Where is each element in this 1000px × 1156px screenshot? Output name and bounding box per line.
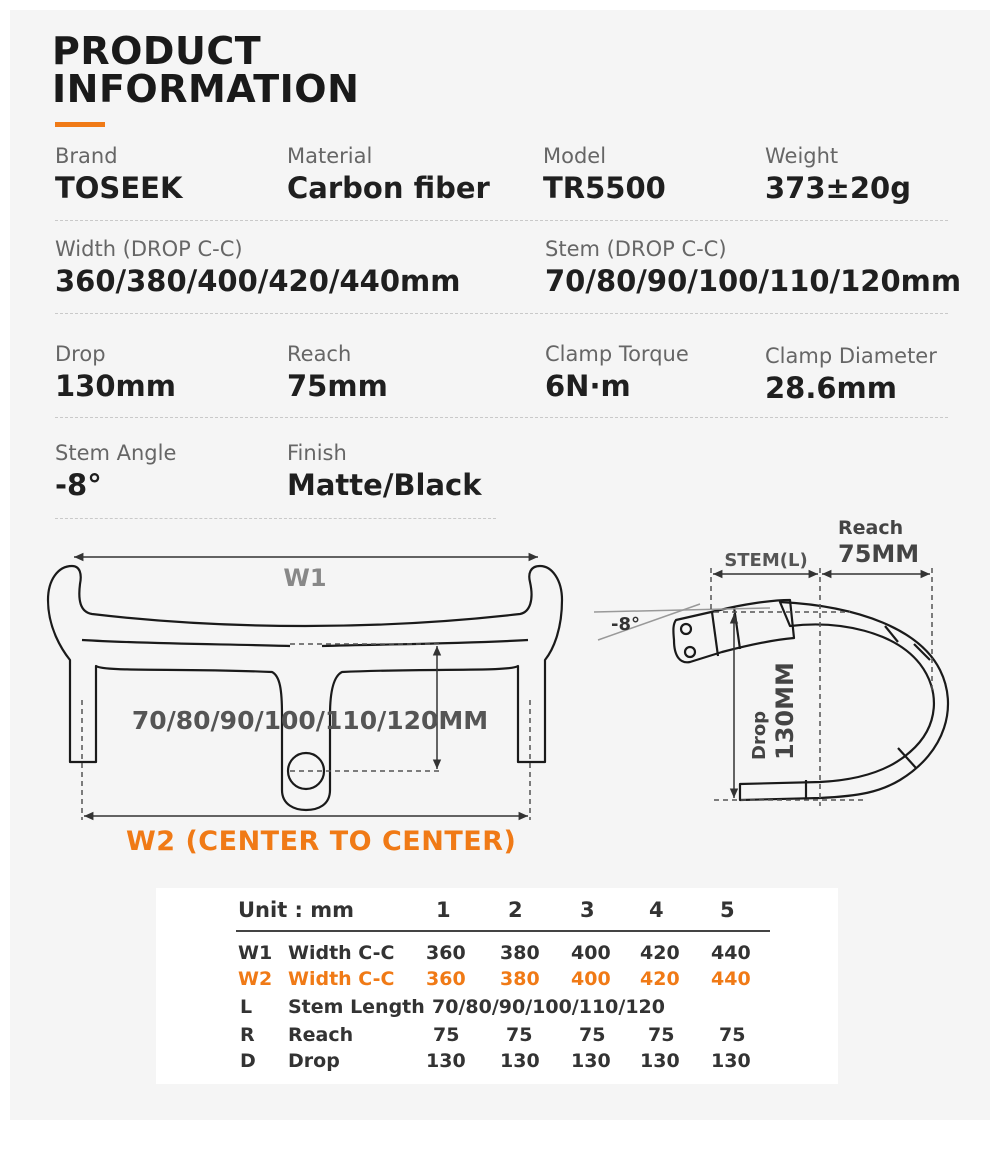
stem-l-label: STEM(L) bbox=[724, 550, 808, 571]
reach-value: 75MM bbox=[838, 540, 920, 568]
table-cell: 380 bbox=[500, 968, 540, 990]
spec-drop-value: 130mm bbox=[55, 369, 176, 403]
spec-drop-label: Drop bbox=[55, 342, 106, 366]
spec-clamp-diameter-value: 28.6mm bbox=[765, 371, 897, 405]
table-cell: 360 bbox=[426, 968, 466, 990]
spec-width-value: 360/380/400/420/440mm bbox=[55, 264, 461, 298]
table-cell: 70/80/90/100/110/120 bbox=[432, 996, 666, 1018]
table-col-header: 3 bbox=[580, 898, 595, 922]
table-cell: 130 bbox=[426, 1050, 466, 1072]
title-line-2: INFORMATION bbox=[52, 67, 360, 111]
spec-finish-label: Finish bbox=[287, 441, 347, 465]
stem-lengths-label: 70/80/90/100/110/120MM bbox=[131, 706, 489, 735]
reach-label: Reach bbox=[838, 517, 904, 539]
table-row-name: Stem Length bbox=[288, 996, 425, 1018]
front-view-drawing bbox=[48, 566, 562, 810]
table-cell: 75 bbox=[719, 1024, 746, 1046]
spec-clamp-torque-label: Clamp Torque bbox=[545, 342, 689, 366]
spec-weight-label: Weight bbox=[765, 144, 839, 168]
table-cell: 360 bbox=[426, 942, 466, 964]
spec-brand-label: Brand bbox=[55, 144, 118, 168]
spec-reach-value: 75mm bbox=[287, 369, 388, 403]
spec-reach-label: Reach bbox=[287, 342, 352, 366]
table-cell: 400 bbox=[571, 968, 611, 990]
table-col-header: 2 bbox=[508, 898, 523, 922]
table-cell: 420 bbox=[640, 968, 680, 990]
table-cell: 440 bbox=[711, 942, 751, 964]
table-cell: 380 bbox=[500, 942, 540, 964]
table-header-rule bbox=[236, 930, 770, 932]
spec-brand-value: TOSEEK bbox=[55, 171, 183, 205]
table-col-header: 5 bbox=[720, 898, 735, 922]
table-cell: 75 bbox=[648, 1024, 675, 1046]
spec-material-label: Material bbox=[287, 144, 373, 168]
table-cell: 130 bbox=[500, 1050, 540, 1072]
table-row-code: W2 bbox=[238, 968, 273, 990]
spec-width-label: Width (DROP C-C) bbox=[55, 237, 243, 261]
spec-material-value: Carbon fiber bbox=[287, 171, 490, 205]
angle-label: -8° bbox=[611, 614, 640, 635]
side-view-drawing bbox=[673, 600, 948, 800]
spec-clamp-torque-value: 6N·m bbox=[545, 369, 631, 403]
table-row-name: Width C-C bbox=[288, 968, 395, 990]
spec-model-value: TR5500 bbox=[543, 171, 666, 205]
table-row-code: D bbox=[240, 1050, 256, 1072]
table-cell: 75 bbox=[579, 1024, 606, 1046]
spec-stem-angle-label: Stem Angle bbox=[55, 441, 177, 465]
table-cell: 420 bbox=[640, 942, 680, 964]
table-cell: 440 bbox=[711, 968, 751, 990]
table-col-header: 4 bbox=[649, 898, 664, 922]
drop-label: Drop bbox=[749, 710, 770, 760]
spec-model-label: Model bbox=[543, 144, 607, 168]
spec-finish-value: Matte/Black bbox=[287, 468, 482, 502]
spec-clamp-diameter-label: Clamp Diameter bbox=[765, 344, 937, 368]
drop-value: 130MM bbox=[771, 662, 799, 760]
table-cell: 75 bbox=[433, 1024, 460, 1046]
table-row-code: W1 bbox=[238, 942, 273, 964]
spec-stem-value: 70/80/90/100/110/120mm bbox=[545, 264, 962, 298]
w2-label: W2 (CENTER TO CENTER) bbox=[126, 826, 517, 857]
spec-weight-value: 373±20g bbox=[765, 171, 911, 205]
table-unit-label: Unit : mm bbox=[238, 898, 355, 922]
table-cell: 130 bbox=[711, 1050, 751, 1072]
table-row-code: L bbox=[240, 996, 253, 1018]
table-row-name: Width C-C bbox=[288, 942, 395, 964]
table-row-code: R bbox=[240, 1024, 255, 1046]
title-line-1: PRODUCT bbox=[52, 29, 262, 73]
table-col-header: 1 bbox=[436, 898, 451, 922]
table-cell: 130 bbox=[571, 1050, 611, 1072]
w1-label: W1 bbox=[283, 564, 327, 592]
size-table bbox=[156, 888, 838, 1084]
spec-stem-label: Stem (DROP C-C) bbox=[545, 237, 727, 261]
table-cell: 75 bbox=[506, 1024, 533, 1046]
table-row-name: Reach bbox=[288, 1024, 354, 1046]
spec-stem-angle-value: -8° bbox=[55, 468, 102, 502]
table-cell: 400 bbox=[571, 942, 611, 964]
table-row-name: Drop bbox=[288, 1050, 340, 1072]
table-cell: 130 bbox=[640, 1050, 680, 1072]
